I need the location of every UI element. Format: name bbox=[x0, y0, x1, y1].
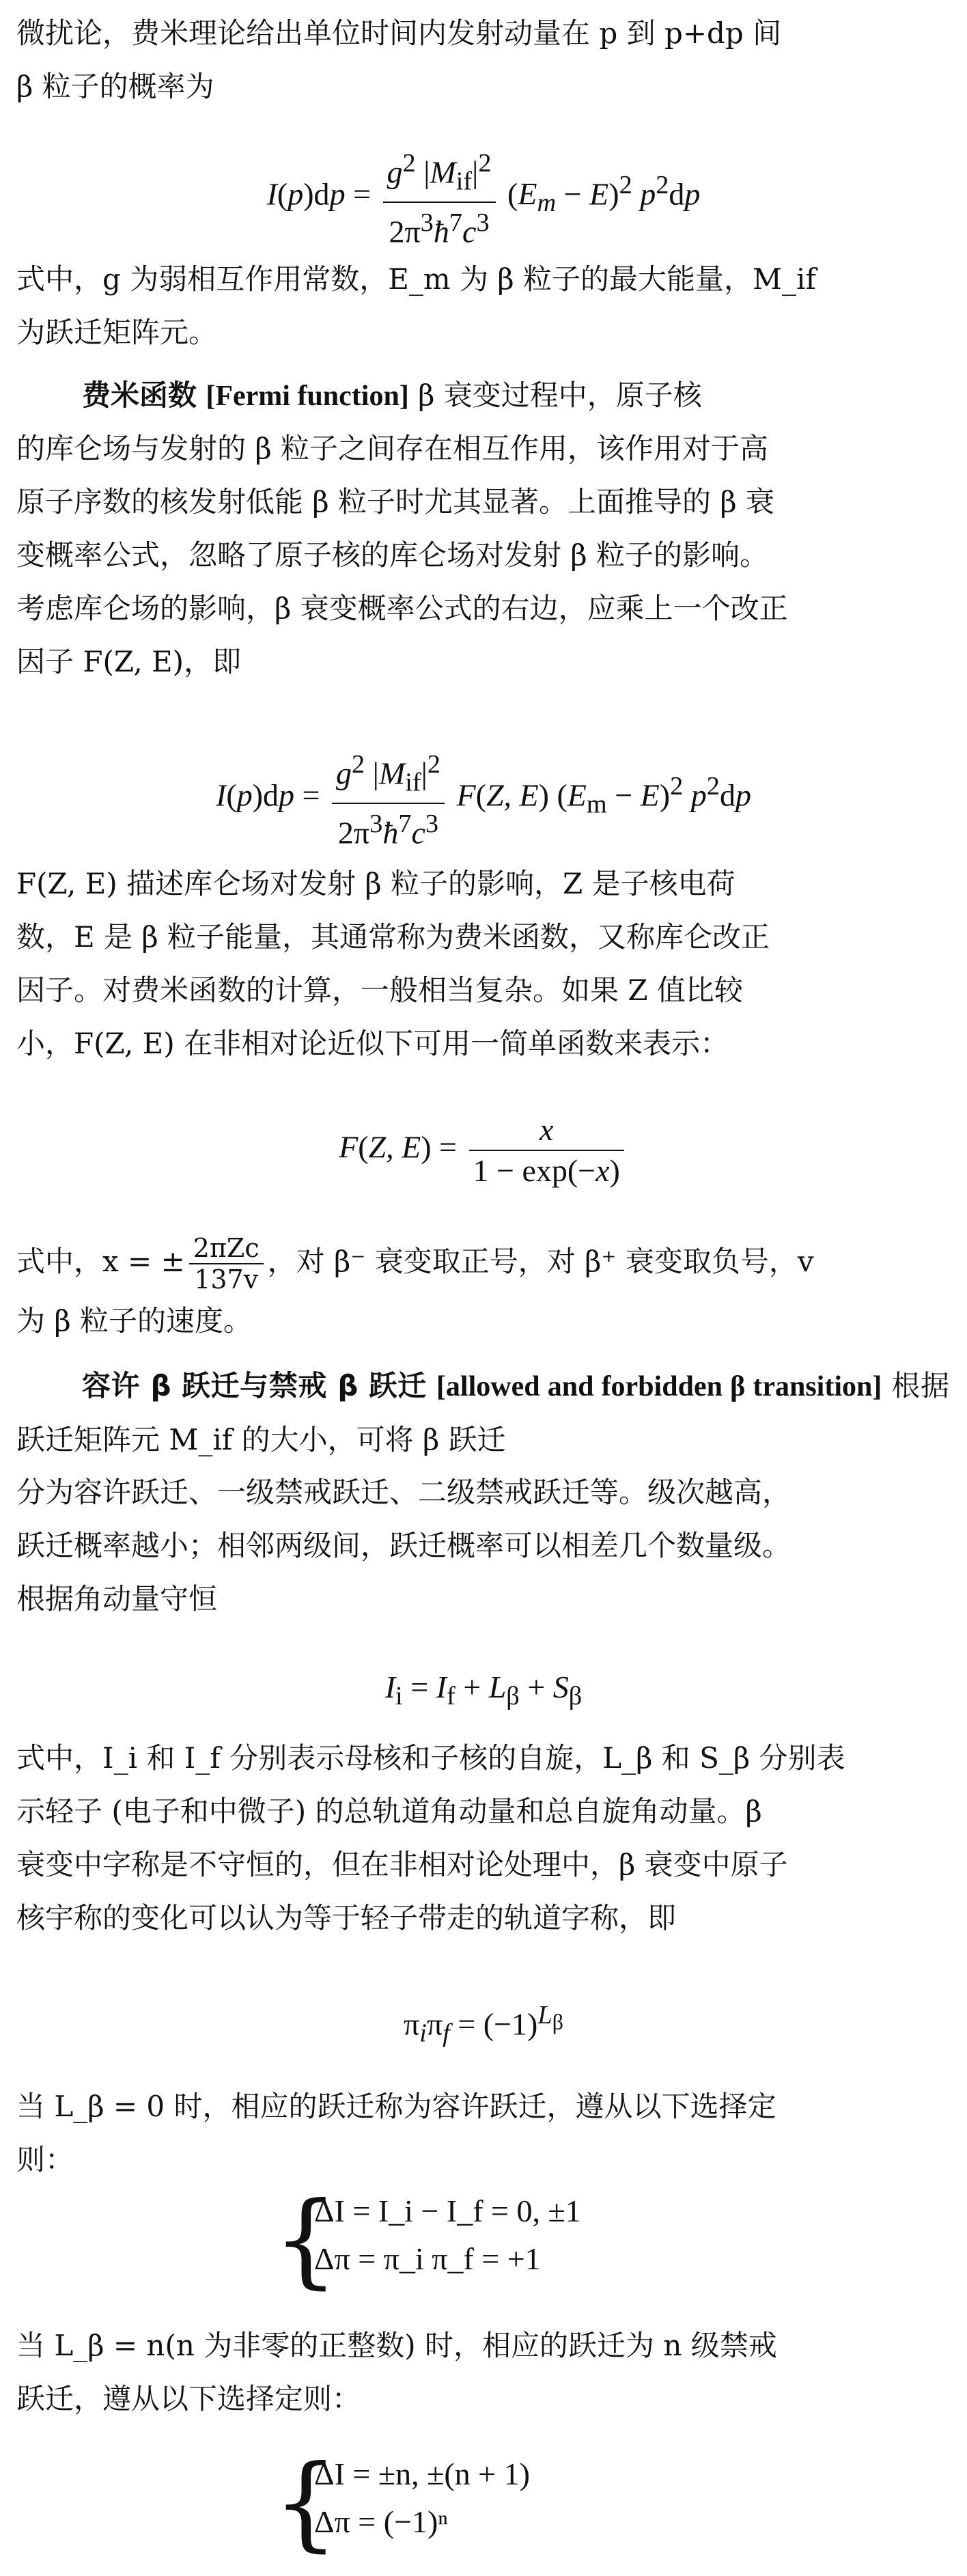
equation-probability: I(p)dp = $\frac{g^2 |M_{if}|^2}{2\pi^3ħ^7c^3}$ $(E_m - E)^2$ $p^2dp$ bbox=[0, 143, 967, 251]
equation-parity: $\pi_i\pi_f = (-1)^{L_\beta}$ bbox=[404, 2001, 563, 2048]
rule-line: Δπ = (−1)ⁿ bbox=[314, 2504, 448, 2539]
equation-corrected-probability: I(p)dp = $\frac{g^2 |M_{if}|^2}{2\pi^3ħ^7c^3}$ F(Z, E) $(E_m - E)^2$ $p^2dp$ bbox=[0, 745, 967, 853]
text-line: 小，F(Z, E) 在非相对论近似下可用一简单函数来表示： bbox=[16, 1027, 729, 1060]
rule-line: ΔI = I_i − I_f = 0, ±1 bbox=[314, 2193, 581, 2228]
fermi-function-body bbox=[16, 422, 949, 689]
text-line: β 粒子的概率为 bbox=[16, 70, 214, 103]
inline-text: 式中，x = ± bbox=[16, 1245, 185, 1278]
equation-fermi-function: F(Z, E) = $\frac{x}{1 - \exp(-x)}$ bbox=[0, 1110, 967, 1191]
text-line: 变概率公式，忽略了原子核的库仑场对发射 β 粒子的影响。 bbox=[16, 538, 768, 572]
text-line: 的库仑场与发射的 β 粒子之间存在相互作用，该作用对于高 bbox=[16, 432, 768, 465]
entry-term-en: [allowed and forbidden β transition] bbox=[436, 1371, 882, 1402]
definition-paragraph bbox=[16, 253, 949, 359]
equation-angular-momentum: $I_i = I_f + L_\beta + S_\beta$ bbox=[384, 1670, 583, 1711]
text-line: F(Z, E) 描述库仑场对发射 β 粒子的影响，Z 是子核电荷 bbox=[16, 867, 735, 900]
text-line: 因子。对费米函数的计算，一般相当复杂。如果 Z 值比较 bbox=[16, 973, 743, 1007]
text-line: 为跃迁矩阵元。 bbox=[16, 316, 218, 349]
rule-line: Δπ = π_i π_f = +1 bbox=[314, 2241, 541, 2276]
spin-description-paragraph bbox=[16, 1732, 949, 1945]
text-line: 为 β 粒子的速度。 bbox=[16, 1304, 252, 1338]
brace-symbol: { bbox=[273, 2180, 339, 2299]
allowed-forbidden-entry bbox=[16, 1359, 949, 1467]
text-line: 数，E 是 β 粒子能量，其通常称为费米函数，又称库仑改正 bbox=[16, 920, 770, 954]
text-line: 根据跃迁矩阵元 M_if 的大小，可将 β 跃迁 bbox=[16, 1369, 949, 1456]
text-line: 根据角动量守恒 bbox=[16, 1582, 218, 1616]
forbidden-rule-intro bbox=[16, 2319, 949, 2426]
text-line: 考虑库仑场的影响，β 衰变概率公式的右边，应乘上一个改正 bbox=[16, 592, 788, 625]
text-line: β 衰变过程中，原子核 bbox=[418, 378, 702, 412]
text-line: 当 L_β = 0 时，相应的跃迁称为容许跃迁，遵从以下选择定 bbox=[16, 2090, 776, 2123]
text-line: 原子序数的核发射低能 β 粒子时尤其显著。上面推导的 β 衰 bbox=[16, 485, 774, 518]
text-line: 跃迁概率越小；相邻两级间，跃迁概率可以相差几个数量级。 bbox=[16, 1529, 791, 1562]
allowed-forbidden-body bbox=[16, 1466, 949, 1626]
selection-rule-forbidden bbox=[273, 2443, 751, 2562]
text-line: 衰变中字称是不守恒的，但在非相对论处理中，β 衰变中原子 bbox=[16, 1848, 788, 1881]
rule-line: ΔI = ±n, ±(n + 1) bbox=[314, 2456, 530, 2491]
fermi-description-paragraph bbox=[16, 857, 949, 1070]
text-line: 跃迁，遵从以下选择定则： bbox=[16, 2382, 361, 2415]
text-line: 式中，g 为弱相互作用常数，E_m 为 β 粒子的最大能量，M_if bbox=[16, 262, 817, 296]
text-line: 示轻子 (电子和中微子) 的总轨道角动量和总自旋角动量。β bbox=[16, 1795, 762, 1828]
x-definition-paragraph bbox=[16, 1233, 949, 1348]
fraction-numerator: 2πZc bbox=[189, 1233, 264, 1264]
text-line: 当 L_β = n(n 为非零的正整数) 时，相应的跃迁为 n 级禁戒 bbox=[16, 2329, 777, 2362]
text-line: 则： bbox=[16, 2143, 74, 2176]
entry-term-en: [Fermi function] bbox=[206, 380, 409, 412]
brace-symbol: { bbox=[273, 2443, 339, 2562]
text-line: 分为容许跃迁、一级禁戒跃迁、二级禁戒跃迁等。级次越高， bbox=[16, 1476, 791, 1509]
allowed-rule-intro bbox=[16, 2080, 949, 2187]
selection-rule-allowed bbox=[273, 2180, 751, 2299]
text-line: 因子 F(Z, E)，即 bbox=[16, 645, 242, 678]
text-line: 核宇称的变化可以认为等于轻子带走的轨道字称，即 bbox=[16, 1901, 677, 1935]
entry-term-cn: 费米函数 bbox=[82, 378, 197, 412]
intro-paragraph bbox=[16, 7, 949, 113]
text-line: 式中，I_i 和 I_f 分别表示母核和子核的自旋，L_β 和 S_β 分别表 bbox=[16, 1741, 845, 1775]
text-line: 微扰论，费米理论给出单位时间内发射动量在 p 到 p+dp 间 bbox=[16, 16, 782, 50]
entry-term-cn: 容许 β 跃迁与禁戒 β 跃迁 bbox=[82, 1369, 427, 1402]
inline-text: ，对 β⁻ 衰变取正号，对 β⁺ 衰变取负号，v bbox=[267, 1245, 814, 1278]
fraction-denominator: 137v bbox=[194, 1264, 259, 1294]
text-line bbox=[16, 1233, 949, 1294]
fermi-function-entry bbox=[16, 369, 949, 423]
